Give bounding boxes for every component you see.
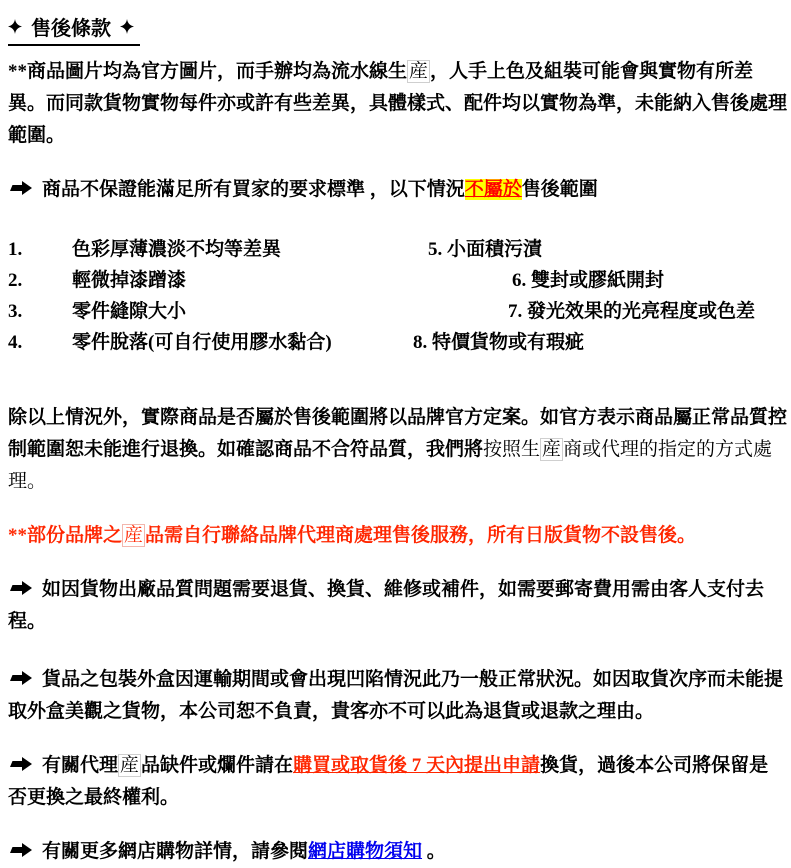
shipping-text: 如因貨物出廠品質問題需要退貨、換貨、維修或補件，如需要郵寄費用需由客人支付去程。 (8, 579, 765, 632)
policy-text: 除以上情況外，實際商品是否屬於售後範圍將以品牌官方定案。如官方表示商品屬正常品質控制範圍恕未能進行退換。如確認商品不合符品質，我們將 (8, 407, 788, 460)
list-item-number: 3. (8, 301, 23, 322)
list-item-right: 8. 特價貨物或有瑕疵 (413, 332, 585, 353)
variant-char: 産 (409, 61, 429, 82)
list-item-left: 色彩厚薄濃淡不均等差異 (72, 239, 282, 260)
list-item-left: 零件脫落(可自行使用膠水黏合) (72, 332, 332, 353)
list-row (8, 234, 787, 265)
intro-text: **商品圖片均為官方圖片，而手辦均為流水線生 (8, 61, 408, 82)
list-item-right: 7. 發光效果的光亮程度或色差 (508, 301, 756, 322)
not-covered-post: 售後範圍 (521, 179, 598, 200)
defect-mid: 品缺件或爛件請在 (141, 755, 294, 776)
list-item-number: 4. (8, 332, 23, 353)
intro-text: ，人手上色及組裝可能會與實物有所差異。而同款貨物實物每件亦或許有些差異，具體樣式、配件均以實物為準，未能納入售後處理範圍。 (8, 61, 788, 146)
intro-paragraph (8, 56, 787, 152)
exclusions-list (8, 234, 787, 358)
packaging-paragraph (8, 664, 787, 728)
more-info-paragraph (8, 836, 787, 868)
variant-char: 産 (542, 439, 562, 460)
more-info-pre: 有關更多網店購物詳情，請參閱 (42, 841, 309, 862)
policy-alt-text: 按照生 (483, 439, 541, 460)
red-warning-post: 品需自行聯絡品牌代理商處理售後服務，所有日版貨物不設售後。 (145, 525, 697, 546)
deadline-highlight: 購買或取貨後 7 天內提出申請 (293, 755, 541, 776)
page-title-text: 售後條款 (31, 18, 111, 40)
arrow-right-icon (8, 180, 33, 196)
not-covered-highlight: 不屬於 (464, 179, 522, 200)
policy-paragraph (8, 402, 787, 498)
defect-claim-paragraph (8, 750, 787, 814)
defect-post: 換貨，過後本公司將保留是否更換之最終權利。 (8, 755, 769, 808)
list-row (8, 265, 787, 296)
more-info-post: 。 (422, 841, 446, 862)
shipping-paragraph (8, 574, 787, 638)
not-covered-pre: 商品不保證能滿足所有買家的要求標準 ，以下情況 (42, 179, 465, 200)
list-item-left: 輕微掉漆蹭漆 (72, 270, 187, 291)
not-covered-line (8, 174, 787, 206)
defect-pre: 有關代理 (42, 755, 119, 776)
arrow-right-icon (8, 756, 33, 772)
list-item-right: 5. 小面積污漬 (428, 239, 543, 260)
list-item-right: 6. 雙封或膠紙開封 (512, 270, 665, 291)
policy-alt-text: 商或代理的指定的方式處理。 (8, 439, 773, 492)
variant-char: 産 (120, 755, 140, 776)
four-pointed-star-icon (120, 19, 134, 34)
arrow-right-icon (8, 580, 33, 596)
list-item-left: 零件縫隙大小 (72, 301, 187, 322)
arrow-right-icon (8, 842, 33, 858)
list-item-number: 1. (8, 239, 23, 260)
packaging-text: 貨品之包裝外盒因運輸期間或會出現凹陷情況此乃一般正常狀況。如因取貨次序而未能提取外盒美觀之貨物，本公司恕不負責，貴客亦不可以此為退貨或退款之理由。 (8, 669, 784, 722)
list-item-number: 2. (8, 270, 23, 291)
list-row (8, 327, 787, 358)
variant-char: 産 (124, 525, 144, 546)
page-title (8, 12, 140, 46)
red-warning-pre: **部份品牌之 (8, 525, 123, 546)
list-row (8, 296, 787, 327)
arrow-right-icon (8, 670, 33, 686)
four-pointed-star-icon (8, 19, 22, 34)
store-guide-link[interactable]: 網店購物須知 (308, 841, 423, 862)
red-warning-line (8, 520, 787, 552)
